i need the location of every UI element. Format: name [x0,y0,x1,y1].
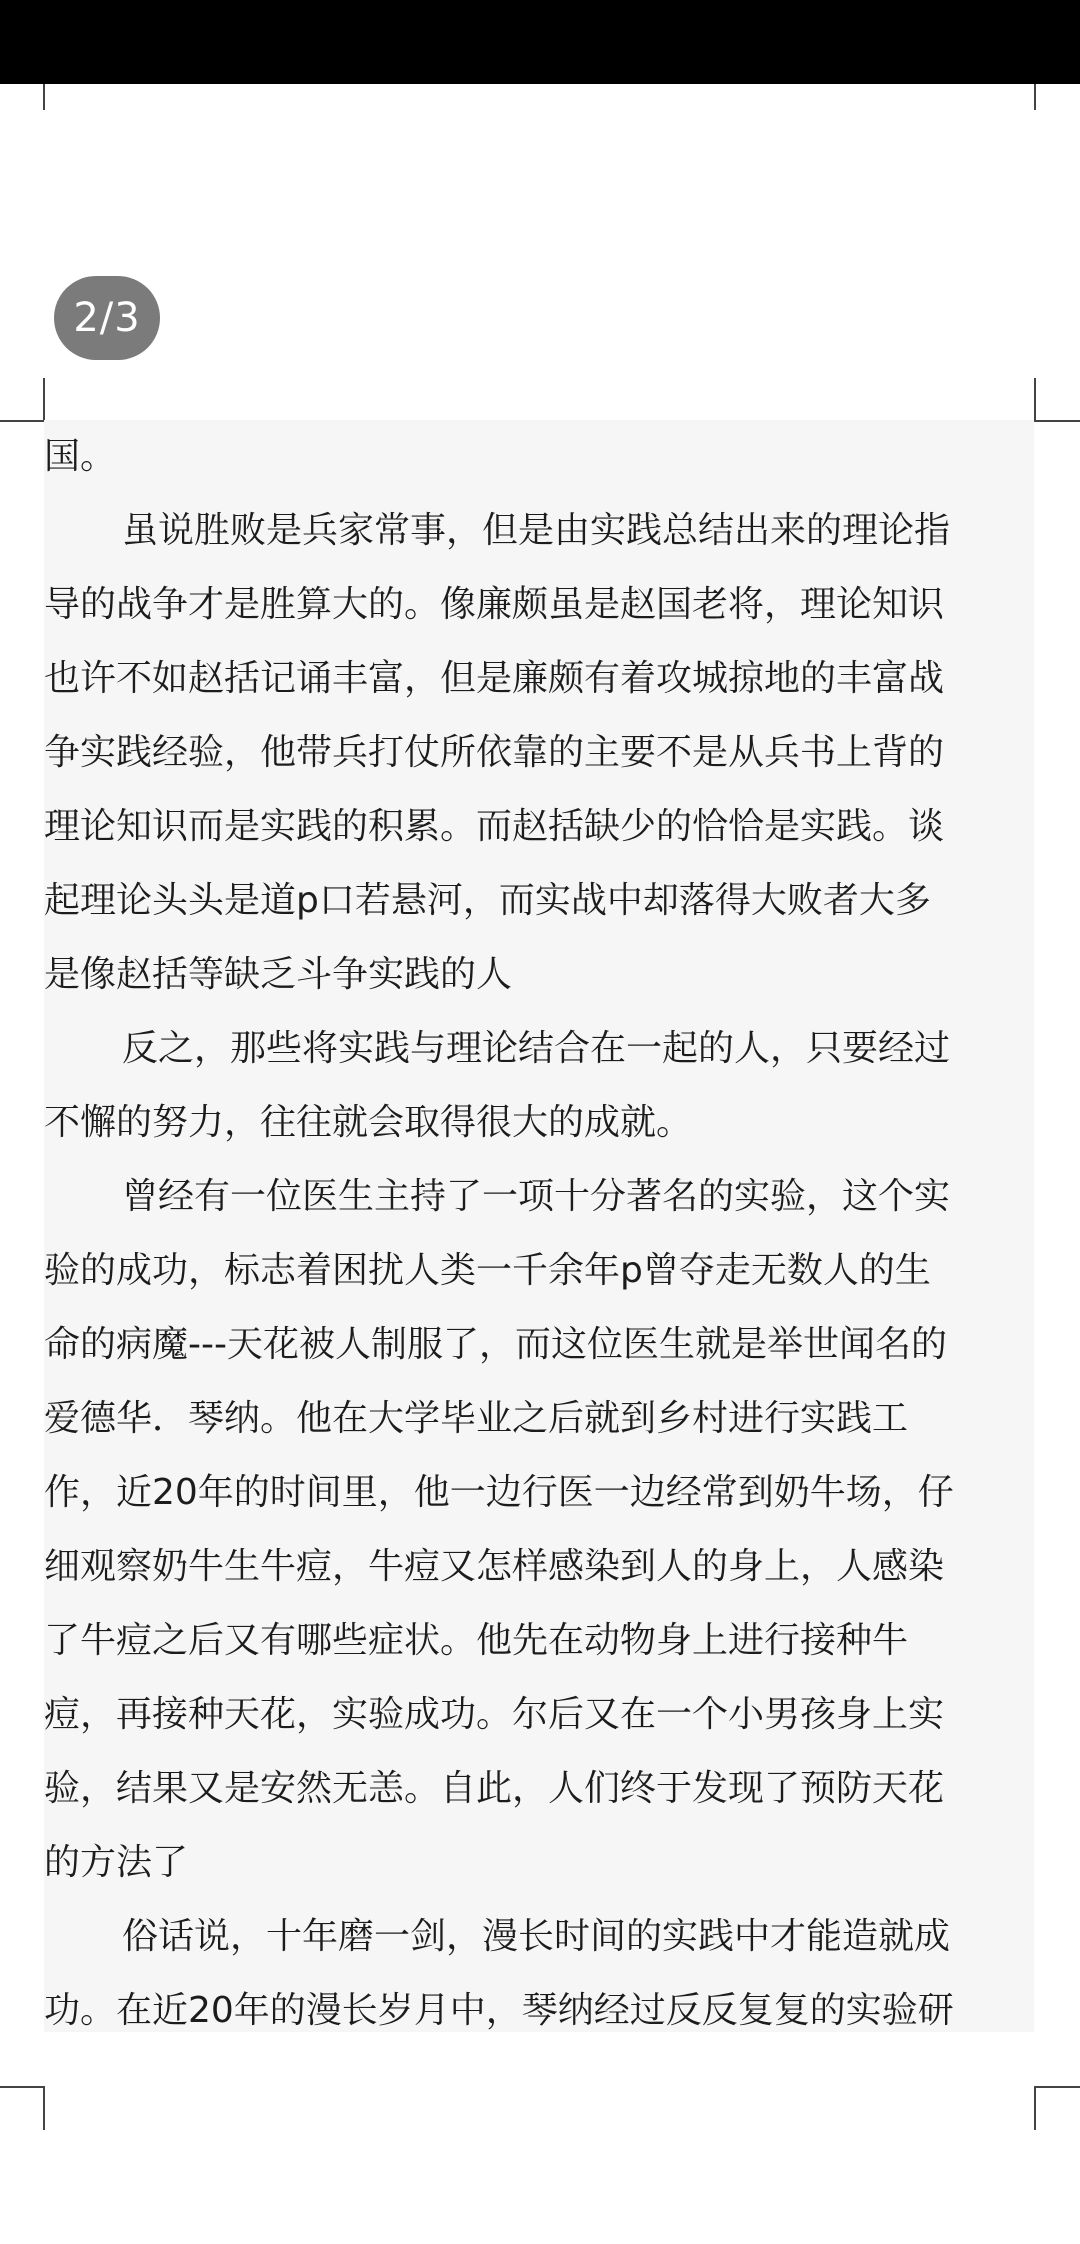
crop-mark-top-left-v [43,84,45,110]
crop-mark-mid-left-v [43,378,45,422]
text-line: 争实践经验，他带兵打仗所依靠的主要不是从兵书上背的 [44,732,945,773]
page-indicator-text: 2/3 [73,295,141,341]
text-line: 国。 [44,436,117,477]
text-line: 作，近20年的时间里，他一边行医一边经常到奶牛场，仔 [44,1472,954,1513]
document-text [44,420,1034,2032]
crop-mark-top-right-v [1034,84,1036,110]
crop-mark-bottom-right-h [1034,2086,1080,2088]
crop-mark-bottom-right-v [1034,2086,1036,2130]
text-line: 导的战争才是胜算大的。像廉颇虽是赵国老将，理论知识 [44,584,945,625]
text-line: 也许不如赵括记诵丰富，但是廉颇有着攻城掠地的丰富战 [44,658,945,699]
text-line: 验，结果又是安然无恙。自此，人们终于发现了预防天花 [44,1768,945,1809]
page-indicator-badge [54,276,160,360]
text-line: 不懈的努力，往往就会取得很大的成就。 [44,1102,693,1143]
document-page[interactable] [44,420,1034,2032]
text-line: 验的成功，标志着困扰人类一千余年p曾夺走无数人的生 [44,1250,931,1291]
text-line: 命的病魔---天花被人制服了，而这位医生就是举世闻名的 [44,1324,947,1365]
text-line: 痘，再接种天花，实验成功。尔后又在一个小男孩身上实 [44,1694,945,1735]
status-bar [0,0,1080,84]
crop-mark-mid-right-v [1034,378,1036,422]
text-line: 理论知识而是实践的积累。而赵括缺少的恰恰是实践。谈 [44,806,945,847]
text-line: 的方法了 [44,1842,189,1883]
crop-mark-mid-right-h [1034,420,1080,422]
text-line: 虽说胜败是兵家常事，但是由实践总结出来的理论指 [122,510,951,551]
text-line: 细观察奶牛生牛痘，牛痘又怎样感染到人的身上，人感染 [44,1546,945,1587]
crop-mark-mid-left-h [0,420,44,422]
text-line: 曾经有一位医生主持了一项十分著名的实验，这个实 [122,1176,951,1217]
text-line: 俗话说，十年磨一剑，漫长时间的实践中才能造就成 [122,1916,951,1957]
text-line: 是像赵括等缺乏斗争实践的人 [44,954,513,995]
text-line: 反之，那些将实践与理论结合在一起的人，只要经过 [122,1028,951,1069]
crop-mark-bottom-left-v [43,2086,45,2130]
text-line: 功。在近20年的漫长岁月中，琴纳经过反反复复的实验研 [44,1990,954,2031]
text-line: 爱德华．琴纳。他在大学毕业之后就到乡村进行实践工 [44,1398,909,1439]
crop-mark-bottom-left-h [0,2086,44,2088]
text-line: 起理论头头是道p口若悬河，而实战中却落得大败者大多 [44,880,931,921]
text-line: 了牛痘之后又有哪些症状。他先在动物身上进行接种牛 [44,1620,909,1661]
